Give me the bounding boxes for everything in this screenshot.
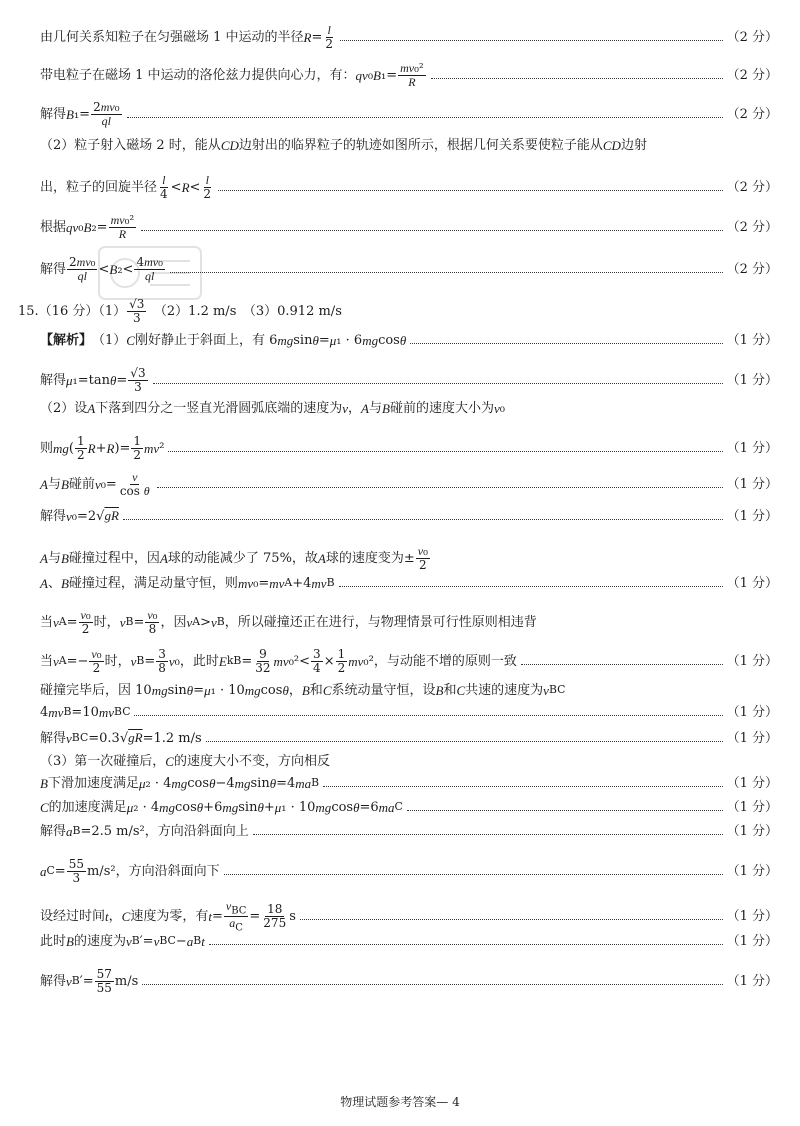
answer-line-energy [40,435,778,462]
score-label: （2 分） [726,107,778,123]
answer-line-v0-relation [40,471,778,498]
answer-line-case2 [40,648,778,675]
answer-line-ab-accel [40,777,778,790]
leader-dots [157,487,723,488]
score-label: （1 分） [726,373,778,389]
answer-line-part3-intro [40,755,778,768]
answer-line-radius [40,24,778,51]
leader-dots [218,190,723,191]
leader-dots [127,117,723,118]
leader-dots [170,272,723,273]
answer-line-ac-accel [40,801,778,814]
score-label: （1 分） [726,441,778,457]
leader-dots [407,810,723,811]
line-text: C 的加速度满足 μ ₂ · 4 mg cos θ +6 mg sin θ + μ ₁ · 10 mg cos θ =6 ma C [40,800,403,815]
leader-dots [142,984,722,985]
line-text: 解得 a B =2.5 m/s²，方向沿斜面向上 [40,824,249,839]
page-footer: 物理试题参考答案— 4 [340,1095,460,1109]
leader-dots [410,343,722,344]
answer-line-radius-range [40,174,778,201]
score-label: （1 分） [726,705,778,720]
leader-dots [123,519,723,520]
leader-dots [339,586,723,587]
answer-line-ac-result [40,858,778,885]
leader-dots [141,230,722,231]
line-text: （2）设 A 下落到四分之一竖直光滑圆弧底端的速度为 v ， A 与 B 碰前的速度大小为 v ₀ [40,401,505,416]
score-label: （1 分） [726,477,778,493]
line-text: A 与 B 碰撞过程中，因 A 球的动能减少了 75%，故 A 球的速度变为± $\frac{\text{v₀}}{2}$ [40,544,428,573]
line-text: 解得 B ₁= $\frac{\text{2mv₀}}{ql}$ [40,100,120,129]
answer-line-b2-eq [40,214,778,241]
leader-dots [224,874,723,875]
answer-line-case1 [40,609,778,636]
score-label: （1 分） [726,800,778,815]
line-text: 此时 B 的速度为 v B ′= v BC − a B t [40,934,205,949]
question-15-summary [18,298,778,325]
answer-line-b1 [40,101,778,128]
leader-dots [521,664,723,665]
answer-line-part2-intro [40,139,778,152]
score-label: （1 分） [726,333,778,348]
line-text: 出，粒子的回旋半径 $\frac{l}{4}$ < R < $\frac{l}{2}$ [40,173,212,202]
line-text: 解得 v B ′= $\frac{57}{55}$ m/s [40,967,139,996]
answer-line-analysis-1 [40,334,778,347]
line-text: A 、 B 碰撞过程，满足动量守恒，则 mv ₀= mv A +4 mv B [40,576,335,591]
leader-dots [253,834,723,835]
answer-line-bc-momentum [40,706,778,719]
score-label: （1 分） [726,974,778,990]
leader-dots [300,919,723,920]
answer-line-part2-setup [40,402,778,415]
line-text: B 下滑加速度满足 μ ₂ · 4 mg cos θ −4 mg sin θ =4 ma B [40,776,320,791]
answer-line-vbc-result [40,731,778,745]
score-label: （1 分） [726,654,778,670]
line-text: 设经过时间 t ， C 速度为零，有 t = $\frac{v_{BC}}{a_C}$ = $\frac{18}{275}$ s [40,899,296,934]
score-label: （1 分） [726,730,778,746]
leader-dots [134,715,722,716]
score-label: （2 分） [726,220,778,236]
score-label: （1 分） [726,934,778,949]
score-label: （1 分） [726,576,778,591]
line-text: 当 v A = $\frac{\text{v₀}}{2}$ 时， v B = $\frac{\text{v₀}}{8}$ ，因 v A > v B ，所以碰撞还正在进行，与物理情景可行性原则相违背 [40,608,537,637]
answer-line-lorentz [40,62,778,89]
answer-line-mu1 [40,367,778,394]
answer-line-v0-result [40,509,778,523]
answer-line-ab-result [40,825,778,838]
answer-line-vb-prime-result [40,968,778,995]
line-text: 解得 μ ₁=tan θ = $\frac{√3}{3}$ [40,366,146,395]
line-text: a C = $\frac{55}{3}$ m/s²，方向沿斜面向下 [40,857,220,886]
answer-line-time [40,900,778,934]
leader-dots [340,40,723,41]
line-text: 解得 v ₀=2√ gR [40,508,119,524]
answer-line-bc-system [40,684,778,697]
line-text: 碰撞完毕后，因 10 mg sin θ = μ ₁ · 10 mg cos θ ， B 和 C 系统动量守恒，设 B 和 C 共速的速度为 v BC [40,683,566,698]
answer-line-vb-prime [40,935,778,948]
score-label: （2 分） [726,262,778,278]
line-text: 则 mg ( $\frac{1}{2}$ R + R )= $\frac{1}{2}$ mv ² [40,434,165,463]
answer-line-b2-range [40,256,778,283]
line-text: （2）粒子射入磁场 2 时，能从 CD 边射出的临界粒子的轨迹如图所示，根据几何关系要使粒子能从 CD 边射 [40,138,647,153]
score-label: （2 分） [726,180,778,196]
answer-line-momentum [40,577,778,590]
score-label: （2 分） [726,30,778,46]
score-label: （2 分） [726,68,778,84]
line-text: 根据 qv ₀ B ₂= $\frac{\text{mv₀²}}{R}$ [40,213,135,242]
line-text: 当 v A =− $\frac{\text{v₀}}{2}$ 时， v B = $\frac{3}{8}$ v ₀，此时 E kB = $\frac{9}{32}$ mv ₀²< $\frac{3}{4}$ × $\frac{1}{2}$ mv ₀²，与动能不增的原则一致 [40,647,517,676]
line-text: 解得 $\frac{\text{2mv₀}}{ql}$ < B ₂< $\frac{\text{4mv₀}}{ql}$ [40,255,163,284]
score-label: （1 分） [726,824,778,839]
leader-dots [168,451,722,452]
score-label: （1 分） [726,909,778,925]
line-text: 15.（16 分）（1） $\frac{√3}{3}$ （2）1.2 m/s （3）0.912 m/s [18,297,342,326]
answer-line-ke-loss [40,545,778,572]
line-text: A 与 B 碰前 v ₀= $\frac{v}{\text{cos θ}}$ [40,470,150,499]
leader-dots [209,944,723,945]
line-text: 4 mv B =10 mv BC [40,705,131,720]
line-text: 【解析】 （1） C 刚好静止于斜面上，有 6 mg sin θ = μ ₁ · 6 mg cos θ [40,333,407,348]
leader-dots [323,786,722,787]
line-text: 由几何关系知粒子在匀强磁场 1 中运动的半径 R = $\frac{l}{2}$ [40,23,334,52]
leader-dots [431,78,723,79]
score-label: （1 分） [726,776,778,791]
score-label: （1 分） [726,864,778,880]
line-text: 带电粒子在磁场 1 中运动的洛伦兹力提供向心力，有： qv ₀ B ₁= $\frac{\text{mv₀²}}{R}$ [40,61,424,90]
line-text: 解得 v BC =0.3√ gR =1.2 m/s [40,730,202,746]
score-label: （1 分） [726,508,778,524]
line-text: （3）第一次碰撞后， C 的速度大小不变，方向相反 [40,754,330,769]
leader-dots [206,741,723,742]
leader-dots [153,383,723,384]
